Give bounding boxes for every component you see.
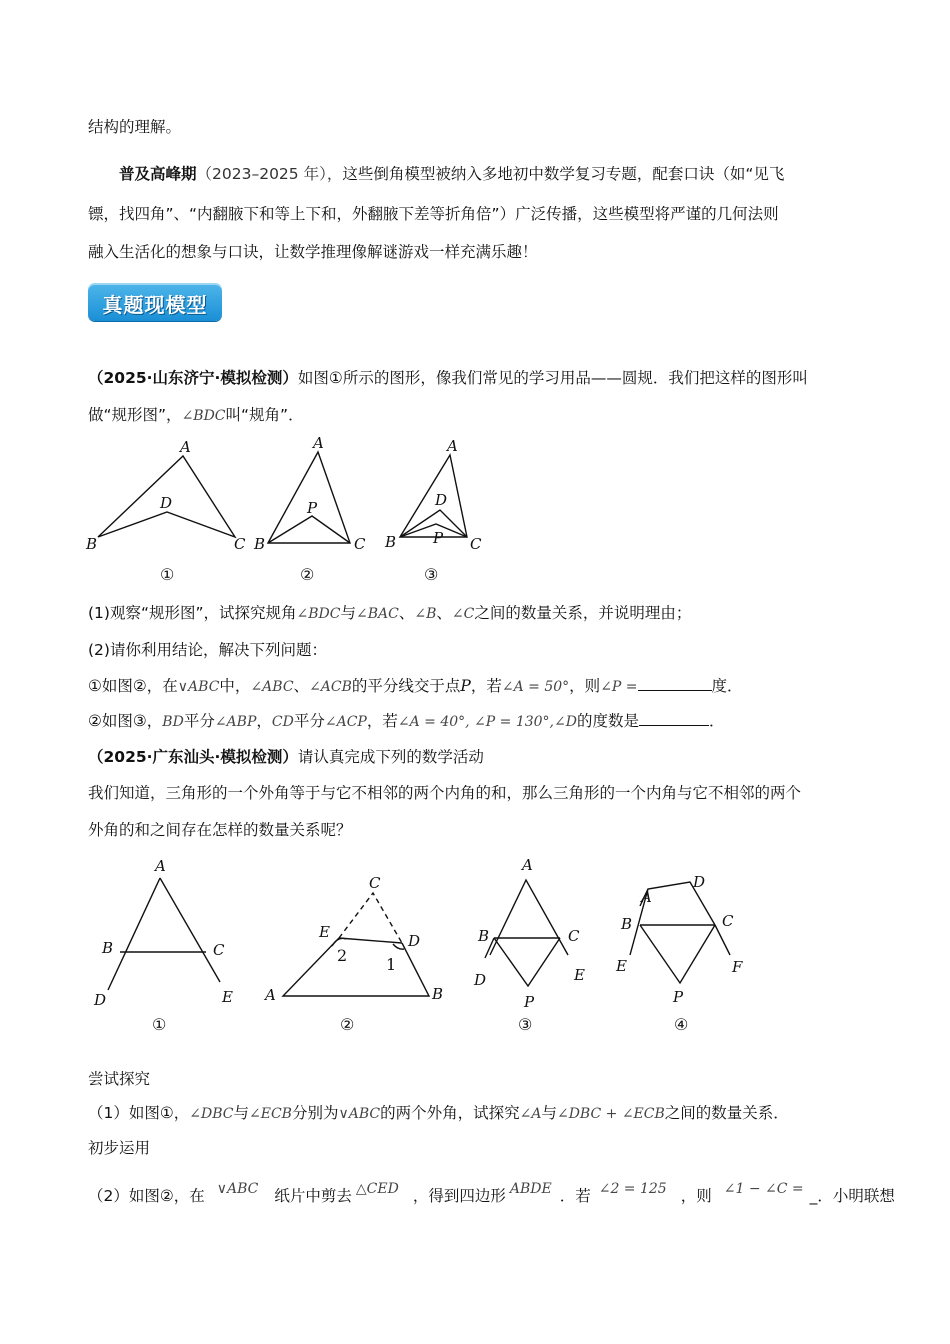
fig3-label-d: D [435, 491, 448, 509]
p2-fig2-label-2: 2 [337, 946, 348, 965]
text: （2）如图②，在 [88, 1187, 205, 1205]
problem2-try-label: 尝试探究 [88, 1070, 151, 1088]
math: △CED [355, 1181, 399, 1197]
p2-fig2-label-1: 1 [386, 955, 397, 974]
p2-fig3-label-d: D [474, 971, 487, 989]
text: _．小明联想 [809, 1187, 895, 1205]
fig2-label-p: P [307, 499, 318, 517]
problem1-q2: (2)请你利用结论，解决下列问题： [88, 641, 327, 659]
fig1-label-d: D [160, 494, 173, 512]
fig2-label-b: B [254, 535, 266, 553]
text: 与 [340, 604, 357, 622]
section-banner-label: 真题现模型 [102, 293, 208, 317]
text: ， [256, 712, 272, 730]
answer-blank[interactable] [639, 710, 709, 726]
text: ①如图②，在 [88, 677, 178, 695]
math: ∠BDC [296, 606, 341, 622]
p2-fig3-label-p: P [524, 993, 535, 1011]
math: ∠1 − ∠C = [723, 1181, 804, 1197]
fig1-label-a: A [180, 438, 191, 456]
problem1-q2-1 [88, 675, 743, 697]
point-p: P [460, 677, 471, 695]
math: ∠A = 40°, ∠P = 130°, [397, 714, 554, 730]
problem2-title: 请认真完成下列的数学活动 [297, 748, 484, 766]
math: ∠C [451, 606, 475, 622]
fig1-label-b: B [86, 535, 98, 553]
text: 的两个外角，试探究 [380, 1104, 520, 1122]
p2-fig4-label-a: A [641, 888, 652, 906]
text: 分别为 [291, 1104, 339, 1122]
intro-line-1: 结构的理解。 [88, 118, 182, 136]
problem1-source: （2025·山东济宁·模拟检测） [88, 369, 298, 387]
p2-fig1-label-b: B [102, 939, 114, 957]
fig3-caption: ③ [424, 565, 439, 584]
p2-fig3-label-b: B [478, 927, 490, 945]
text: 、 [436, 604, 452, 622]
text: 纸片中剪去 [274, 1187, 352, 1205]
p2-fig4-label-p: P [673, 988, 684, 1006]
math: ∠ABC [250, 679, 294, 695]
text: 的平分线交于点 [351, 677, 461, 695]
p2-fig3-p [494, 938, 560, 986]
text: 中， [219, 677, 251, 695]
math: ABDE [509, 1181, 552, 1197]
text: 平分 [183, 712, 215, 730]
text: 之间的数量关系． [664, 1104, 789, 1122]
math: ∠BAC [356, 606, 399, 622]
problem2-source: （2025·广东汕头·模拟检测） [88, 748, 298, 766]
math: ∠ACB [309, 679, 352, 695]
p2-fig2-label-e: E [319, 923, 330, 941]
p2-fig1-label-c: C [213, 941, 225, 959]
answer-blank[interactable] [638, 675, 712, 691]
p2-fig1-caption: ① [152, 1015, 167, 1034]
intro-range: （2023–2025 年）， [196, 165, 343, 183]
p2-fig2-label-d: D [408, 932, 421, 950]
text: （1）如图①， [88, 1104, 190, 1122]
intro-paragraph-line-3: 融入生活化的想象与口诀，让数学推理像解谜游戏一样充满乐趣！ [88, 243, 538, 261]
p2-fig1-label-e: E [222, 988, 233, 1006]
text: ，则 [680, 1187, 712, 1205]
math: ∨ABC [216, 1181, 259, 1197]
math: BD [162, 714, 184, 730]
p2-fig4-label-e: E [616, 957, 627, 975]
math: ∨ABC [338, 1106, 381, 1122]
text: 与 [541, 1104, 557, 1122]
fig3-label-c: C [470, 535, 482, 553]
math: ∠ACP [324, 714, 367, 730]
p2-fig1-label-a: A [155, 857, 166, 875]
fig2-caption: ② [300, 565, 315, 584]
text: 平分 [293, 712, 325, 730]
fig3-label-a: A [447, 437, 458, 455]
text: ． [708, 712, 725, 730]
math: ∠2 = 125 [598, 1181, 667, 1197]
math: ∠DBC + ∠ECB [556, 1106, 665, 1122]
p2-fig1-right [160, 878, 220, 982]
math: ∠ABP [214, 714, 257, 730]
text: ．若 [559, 1187, 591, 1205]
p2-fig2-label-c: C [369, 874, 381, 892]
p2-fig2-label-a: A [265, 986, 276, 1004]
fig2-label-a: A [313, 434, 324, 452]
p2-fig2-label-b: B [432, 985, 444, 1003]
problem2-q1 [88, 1103, 789, 1124]
problem2-apply-label: 初步运用 [88, 1139, 151, 1157]
p2-fig3-label-c: C [568, 927, 580, 945]
fig2-label-c: C [354, 535, 366, 553]
text: 做“规形图”， [88, 406, 182, 424]
problem1-text: 如图①所示的图形，像我们常见的学习用品——圆规．我们把这样的图形叫 [297, 369, 808, 387]
p2-fig4-label-b: B [621, 915, 633, 933]
math: ∠BDC [181, 408, 226, 424]
p2-fig4-p [640, 925, 715, 983]
p2-fig4-label-c: C [722, 912, 734, 930]
problem1-q1 [88, 603, 691, 624]
text: 叫“规角”． [225, 406, 304, 424]
text: ，若 [366, 712, 398, 730]
text: 、 [293, 677, 310, 695]
p2-fig3-caption: ③ [518, 1015, 533, 1034]
text: 之间的数量关系，并说明理由； [474, 604, 692, 622]
math: ∠DBC [189, 1106, 234, 1122]
problem2-q2 [88, 1181, 895, 1207]
p2-fig1-label-d: D [94, 991, 107, 1009]
intro-rest: 这些倒角模型被纳入多地初中数学复习专题，配套口诀（如“见飞 [342, 165, 785, 183]
problem2-line-2: 外角的和之间存在怎样的数量关系呢？ [88, 821, 352, 839]
text: ，则 [569, 677, 601, 695]
problem2-header [88, 747, 484, 767]
math: CD [271, 714, 294, 730]
problem2-line-1: 我们知道，三角形的一个外角等于与它不相邻的两个内角的和，那么三角形的一个内角与它不相邻的两个 [88, 784, 802, 802]
fig1-caption: ① [160, 565, 175, 584]
text: 与 [233, 1104, 249, 1122]
text: 、 [398, 604, 415, 622]
p2-fig2-dashed [339, 893, 402, 943]
text: (1)观察“规形图”，试探究规角 [88, 604, 297, 622]
p2-fig4-label-d: D [693, 873, 706, 891]
p2-fig4-caption: ④ [674, 1015, 689, 1034]
fig2-triangle [268, 452, 350, 543]
text: ，若 [470, 677, 502, 695]
math: ∠A = 50° [501, 679, 570, 695]
math: ∠D [554, 714, 577, 730]
math: ∨ABC [177, 679, 220, 695]
math: ∠P = [600, 679, 638, 695]
p2-fig2-caption: ② [340, 1015, 355, 1034]
intro-paragraph-line-2: 镖，找四角”、“内翻腋下和等上下和，外翻腋下差等折角倍”）广泛传播，这些模型将严谨的几何法则 [88, 205, 779, 223]
fig1-label-c: C [234, 535, 246, 553]
text: ，得到四边形 [412, 1187, 506, 1205]
p2-fig3-label-e: E [574, 966, 585, 984]
fig3-label-p: P [433, 529, 444, 547]
fig3-label-b: B [385, 533, 397, 551]
text: 的度数是 [576, 712, 639, 730]
p2-fig1-left [108, 878, 160, 990]
math: ∠B [414, 606, 437, 622]
problem1-q2-2 [88, 710, 725, 732]
p2-fig3-label-a: A [522, 856, 533, 874]
math: ∠ECB [249, 1106, 292, 1122]
p2-fig2-ed [339, 938, 402, 943]
intro-bold-phase: 普及高峰期 [119, 165, 197, 183]
p2-fig4-label-f: F [732, 958, 743, 976]
p2-fig2-arc2 [332, 938, 346, 946]
math: ∠A [519, 1106, 542, 1122]
text: 度． [711, 677, 743, 695]
text: ②如图③， [88, 712, 163, 730]
